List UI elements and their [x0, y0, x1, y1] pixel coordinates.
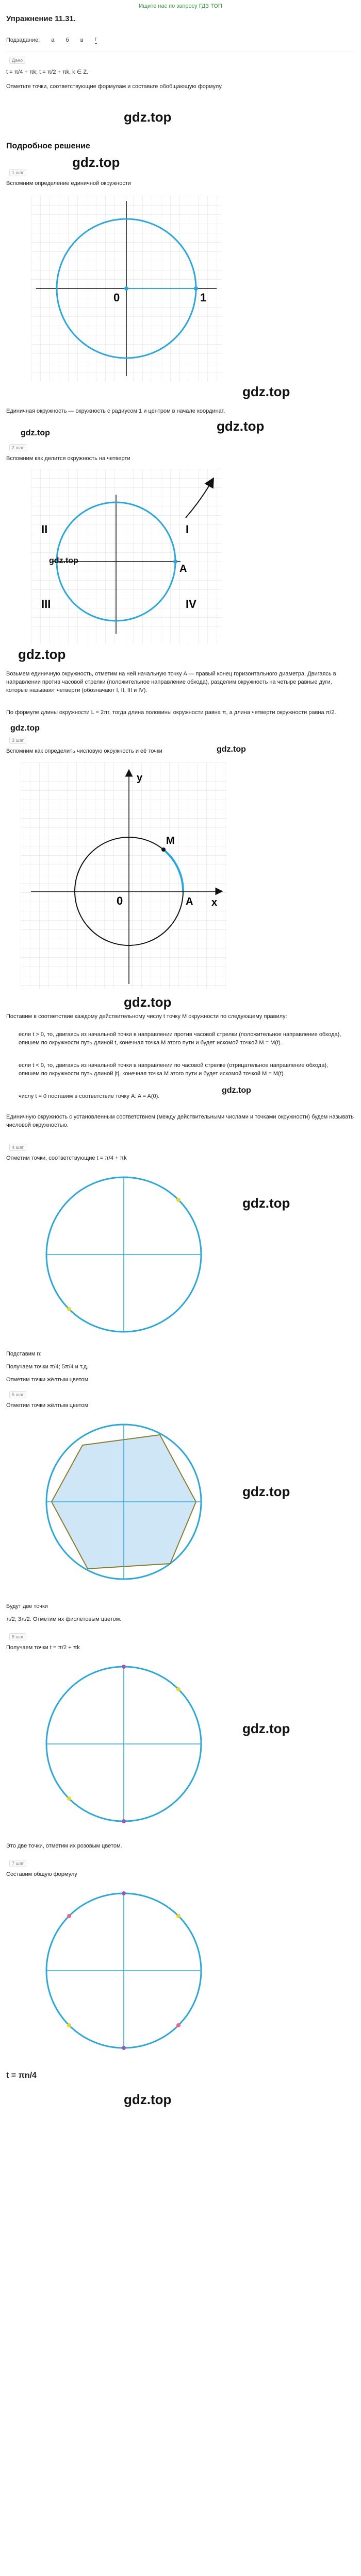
condition-text: Отметьте точки, соответствующие формулам и составьте обобщающую формулу.: [6, 83, 223, 90]
watermark: gdz.top: [217, 745, 246, 754]
watermark: gdz.top: [242, 1195, 290, 1211]
step-caption: Вспомним как определить числовую окружность и её точки: [6, 748, 162, 754]
tab-b[interactable]: б: [65, 37, 69, 43]
mapping-text: Поставим в соответствие каждому действительному числу t точку M окружности по следующему правилу:: [6, 1013, 287, 1020]
point-yellow: [176, 1687, 180, 1691]
one-label: 1: [200, 291, 207, 304]
x-label: x: [211, 897, 218, 908]
point-pink: [176, 2023, 180, 2027]
step-caption: Вспомним как делится окружность на четверти: [6, 455, 130, 462]
watermark: gdz.top: [49, 556, 78, 565]
watermark: gdz.top: [217, 418, 265, 434]
point-yellow: [176, 1198, 180, 1202]
watermark: gdz.top: [124, 994, 172, 1010]
grid: [21, 762, 227, 989]
watermark: gdz.top: [242, 1484, 290, 1499]
answer-formula: t = πn/4: [6, 2071, 37, 2080]
rule-item: числу t = 0 поставим в соответствие точку A: A = A(0).: [19, 1093, 160, 1099]
step-badge: 3 шаг: [9, 737, 26, 744]
watermark: gdz.top: [124, 2092, 172, 2107]
solution-title: Подробное решение: [6, 142, 90, 150]
polygon-figure: [31, 1414, 217, 1589]
zero-label: 0: [117, 894, 123, 907]
point-purple: [122, 1819, 126, 1823]
numeric-circle-text: Единичную окружность с установленным соответствием (между действительными числами и точками окружности) будем называть числовой окружностью.: [6, 1114, 354, 1128]
step-badge: 4 шаг: [9, 1144, 26, 1151]
point-pink: [67, 1914, 71, 1918]
point-a-label: A: [179, 563, 187, 574]
purple-points-figure: [31, 1656, 217, 1832]
quarters-text: Возьмем единичную окружность, отметим на ней начальную точку A — правый конец горизонтального диаметра. Двигаясь в направлении против часовой стрелки (положительное направление обхода), разделим окружность на четыре равные дуги, которые называют четверти (обозначают I, II, III и IV).: [6, 671, 336, 693]
quarter-iv-label: IV: [186, 598, 196, 611]
point-purple: [122, 2046, 126, 2050]
point-a: [173, 560, 177, 564]
pink-text: Это две точки, отметим их розовым цветом.: [6, 1843, 122, 1849]
watermark: gdz.top: [72, 155, 120, 170]
step-caption: Отметим точки жёлтым цветом: [6, 1402, 89, 1409]
quarter-ii-label: II: [41, 523, 48, 536]
unit-circle-figure: [31, 196, 222, 381]
rule-item: если t > 0, то, двигаясь из начальной точки в направлении против часовой стрелки (положительное направление обхода), опишем по окружности путь длиной t, конечная точка M этого пути и будет искомой точкой M = M(t).: [19, 1031, 341, 1046]
condition-formula: t = π/4 + πk; t = π/2 + πk, k ∈ Z.: [6, 69, 89, 75]
point-m: [161, 848, 166, 852]
quarter-i-label: I: [186, 523, 189, 536]
center-point: [124, 286, 128, 291]
point-yellow: [67, 2023, 71, 2027]
subtask-label: Подзадание:: [6, 37, 40, 43]
watermark: gdz.top: [10, 724, 40, 733]
numeric-circle-figure: [21, 762, 227, 989]
step-caption: Составим общую формулу: [6, 1871, 77, 1877]
point-yellow: [67, 1797, 71, 1801]
watermark: gdz.top: [242, 384, 290, 399]
quarter-iii-label: III: [41, 598, 51, 611]
yellow-text: Отметим точки жёлтым цветом.: [6, 1377, 90, 1383]
points-text: Получаем точки π/4; 5π/4 и т.д.: [6, 1364, 89, 1370]
tab-g[interactable]: г: [95, 36, 97, 44]
step-caption: Отметим точки, соответствующие t = π/4 + πk: [6, 1155, 127, 1161]
tab-v[interactable]: в: [80, 37, 84, 43]
step-badge: 6 шаг: [9, 1633, 26, 1640]
unit-circle-definition: Единичная окружность — окружность с радиусом 1 и центром в начале координат.: [6, 408, 225, 414]
top-search-link[interactable]: Ищите нас по запросу ГДЗ ТОП: [139, 3, 222, 9]
y-label: y: [137, 772, 143, 784]
step-badge: 5 шаг: [9, 1391, 26, 1398]
point-one: [194, 286, 198, 291]
m-label: M: [166, 835, 175, 846]
a-label: A: [186, 896, 193, 907]
watermark: gdz.top: [242, 1721, 290, 1736]
tab-a[interactable]: а: [51, 37, 55, 43]
subtask-tabs: [6, 36, 97, 44]
step-caption: Получаем точки t = π/2 + πk: [6, 1645, 80, 1651]
point-yellow: [176, 1914, 180, 1918]
watermark: gdz.top: [124, 109, 172, 125]
point-purple: [122, 1891, 126, 1895]
zero-label: 0: [113, 291, 120, 304]
will-be-text: Будут две точки: [6, 1603, 48, 1609]
circle-points-figure: [31, 1170, 217, 1340]
substitute-text: Подставим n:: [6, 1351, 42, 1357]
point-purple: [122, 1665, 126, 1669]
watermark: gdz.top: [18, 647, 66, 662]
purple-points-text: π/2; 3π/2. Отметим их фиолетовым цветом.: [6, 1616, 122, 1622]
step-badge: 2 шаг: [9, 444, 26, 451]
point-yellow: [67, 1307, 71, 1311]
exercise-title: Упражнение 11.31.: [6, 14, 76, 23]
step-badge: 7 шаг: [9, 1860, 26, 1867]
rule-item: если t < 0, то, двигаясь из начальной точки в направлении по часовой стрелке (отрицательное направление обхода), опишем по окружности путь длиной |t|, конечная точка M этого пути и будет искомой точкой M = M(t).: [19, 1062, 329, 1077]
condition-badge: Дано: [9, 57, 25, 64]
watermark: gdz.top: [21, 429, 50, 437]
final-figure: [31, 1883, 217, 2058]
watermark: gdz.top: [222, 1086, 251, 1095]
step-caption: Вспомним определение единичной окружности: [6, 180, 132, 187]
length-text: По формуле длины окружности L = 2πr, тогда длина половины окружности равна π, а длина четверти окружности равна π/2.: [6, 709, 336, 716]
step-badge: 1 шаг: [9, 169, 26, 176]
